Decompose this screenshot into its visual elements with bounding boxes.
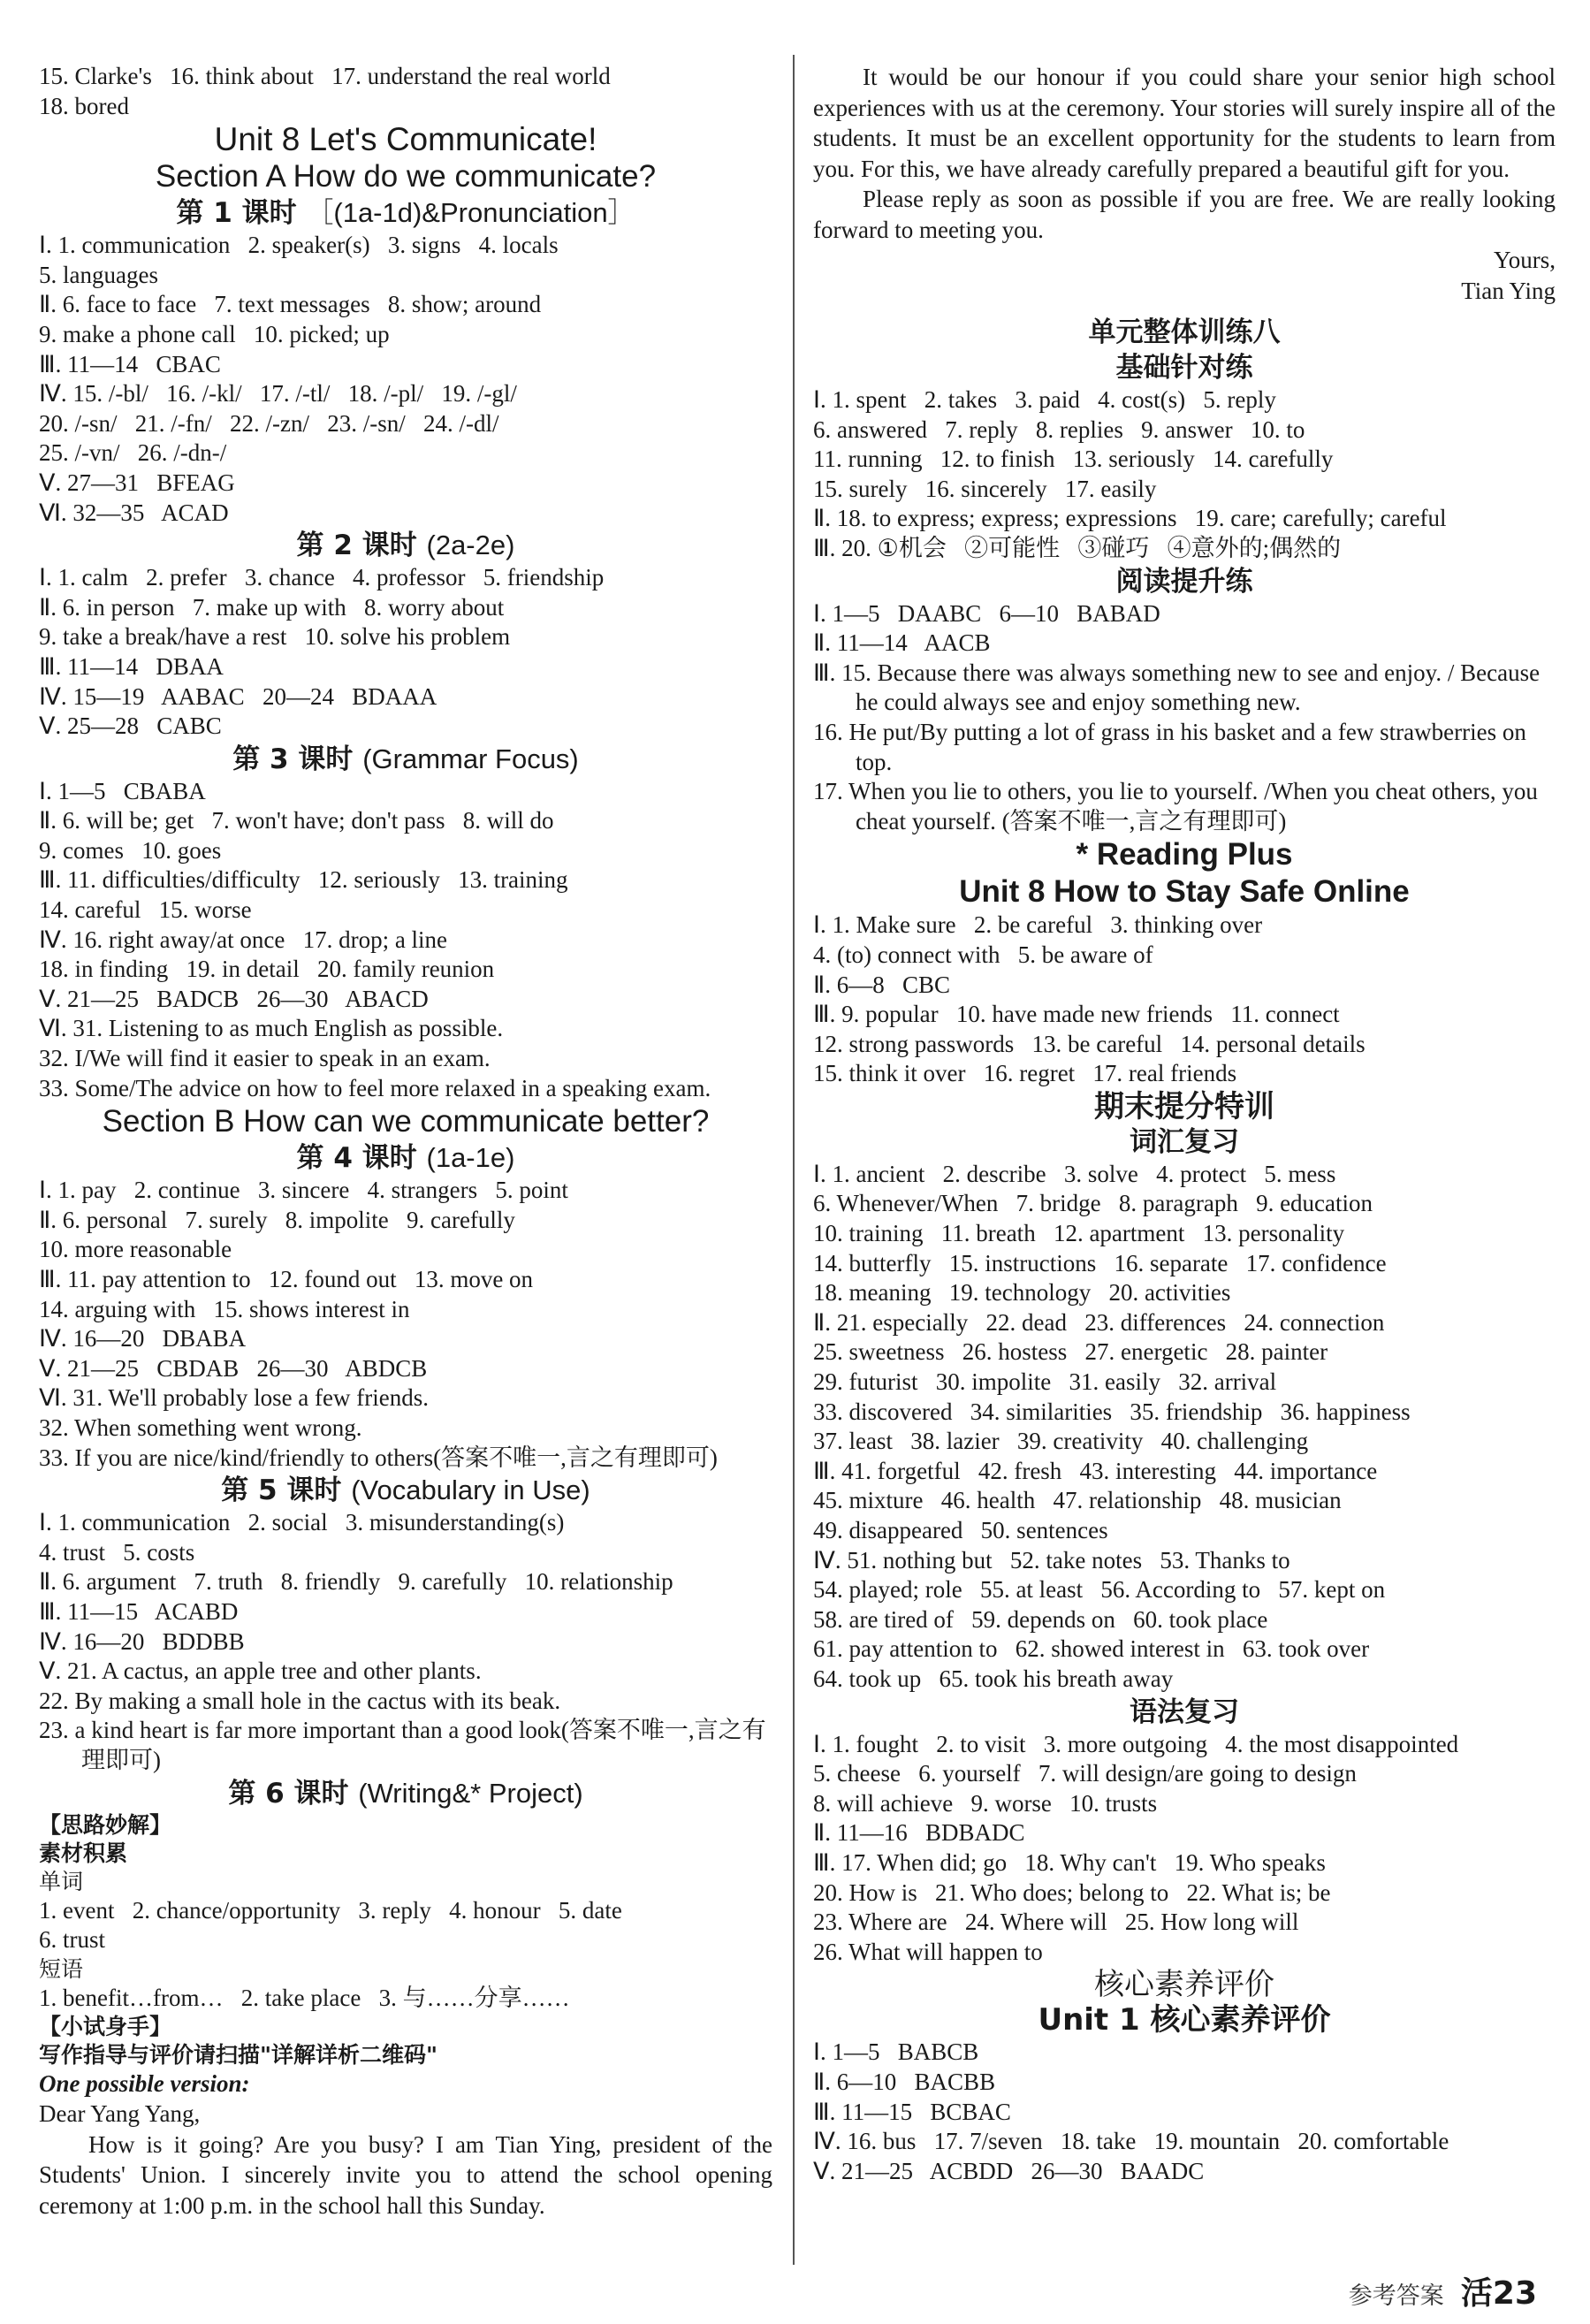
answer-line: 4. trust 5. costs (39, 1538, 195, 1566)
answer-line: 58. are tired of 59. depends on 60. took place (813, 1605, 1268, 1633)
answer-line: 8. will achieve 9. worse 10. trusts (813, 1789, 1158, 1817)
lesson-4-answers (39, 1176, 772, 1473)
lesson-cn: 第 1 课时 (176, 197, 297, 230)
answer-line: 64. took up 65. took his breath away (813, 1665, 1174, 1692)
answer-line: Ⅰ. 1. spent 2. takes 3. paid 4. cost(s) 5. reply (813, 386, 1276, 413)
answer-line: 14. butterfly 15. instructions 16. separate 17. confidence (813, 1249, 1387, 1276)
answer-line: Ⅲ. 20. ①机会 ②可能性 ③碰巧 ④意外的;偶然的 (813, 534, 1342, 561)
answer-line: 5. languages (39, 261, 158, 288)
answer-line: 23. Where are 24. Where will 25. How long will (813, 1909, 1299, 1936)
vocab-review-title: 词汇复习 (1130, 1125, 1239, 1158)
label-xiaoshi: 【小试身手】 (39, 2014, 172, 2040)
lesson-6-heading (39, 1776, 772, 1811)
answer-line: 10. more reasonable (39, 1236, 232, 1263)
reading-plus-title: * Reading Plus (1076, 837, 1293, 872)
answer-line: Ⅴ. 27—31 BFEAG (39, 469, 235, 496)
answer-line: Ⅲ. 11—15 BCBAC (813, 2098, 1011, 2125)
footer-label: 参考答案 (1348, 2282, 1444, 2310)
writing-guide-note: 写作指导与评价请扫描"详解详析二维码" (39, 2042, 438, 2069)
answer-line: Ⅴ. 21—25 CBDAB 26—30 ABDCB (39, 1354, 428, 1382)
answer-line: Ⅴ. 21. A cactus, an apple tree and other plants. (39, 1657, 482, 1685)
answer-line: Ⅲ. 11. difficulties/difficulty 12. seriously 13. training (39, 866, 568, 894)
answer-line: Ⅳ. 16—20 DBABA (39, 1325, 247, 1352)
answer-line: 49. disappeared 50. sentences (813, 1517, 1108, 1543)
top-answers (39, 62, 772, 121)
unit8-title: Unit 8 Let's Communicate! (214, 121, 597, 158)
label-sucai: 素材积累 (39, 1840, 128, 1866)
reading-answers (813, 599, 1556, 837)
label-siluo: 【思路妙解】 (39, 1811, 172, 1838)
lesson-5-answers (39, 1508, 772, 1775)
answer-line: 32. When something went wrong. (39, 1413, 362, 1441)
answer-line: Ⅱ. 11—14 AACB (813, 629, 991, 657)
online-answers (813, 911, 1556, 1089)
unit1-eval-title: Unit 1 核心素养评价 (1038, 2002, 1331, 2038)
page-number: 活23 (1460, 2275, 1537, 2312)
lesson-en: (Vocabulary in Use) (351, 1474, 590, 1506)
letter-paragraph: How is it going? Are you busy? I am Tian Ying, president of the Students' Union. I sincerely invite you to attend the school opening ceremony at 1:00 p.m. in the school hall this Sunday. (39, 2130, 772, 2219)
answer-line: Ⅲ. 11. pay attention to 12. found out 13. move on (39, 1266, 534, 1292)
answer-line: 26. What will happen to (813, 1938, 1043, 1965)
answer-line: 10. training 11. breath 12. apartment 13. personality (813, 1220, 1345, 1247)
answer-line: Ⅱ. 11—16 BDBADC (813, 1819, 1025, 1847)
answer-line: 14. arguing with 15. shows interest in (39, 1295, 410, 1322)
final-training-title: 期末提分特训 (1094, 1088, 1274, 1124)
answer-line: 11. running 12. to finish 13. seriously 14. carefully (813, 446, 1334, 473)
lesson-3-heading (39, 742, 772, 777)
letter-paragraph: It would be our honour if you could share your senior high school experiences with us at the ceremony. Your stories will surely inspire all of the students. It must be an excellent opportunity for the students to learn from you. For this, we have already carefully prepared a beautiful gift for you. (813, 64, 1556, 182)
left-column (39, 62, 772, 2221)
answer-line: 1. event 2. chance/opportunity 3. reply 4. honour 5. date (39, 1896, 622, 1924)
lesson-en: (Writing&* Project) (358, 1777, 583, 1809)
answer-line: Ⅳ. 16. right away/at once 17. drop; a line (39, 926, 448, 953)
answer-line: 16. He put/By putting a lot of grass in his basket and a few strawberries on top. (813, 718, 1526, 775)
answer-line: 18. in finding 19. in detail 20. family reunion (39, 956, 495, 983)
answer-line: Ⅰ. 1—5 DAABC 6—10 BABAD (813, 599, 1160, 627)
core-eval-title: 核心素养评价 (1094, 1967, 1274, 2003)
answer-line: Ⅲ. 11—15 ACABD (39, 1597, 239, 1625)
answer-line: Ⅳ. 15—19 AABAC 20—24 BDAAA (39, 682, 437, 710)
answer-line: Ⅲ. 17. When did; go 18. Why can't 19. Who speaks (813, 1848, 1326, 1876)
answer-line: Ⅱ. 6. argument 7. truth 8. friendly 9. carefully 10. relationship (39, 1568, 673, 1596)
answer-line: Ⅳ. 16. bus 17. 7/seven 18. take 19. mountain 20. comfortable (813, 2128, 1449, 2155)
page-footer (1349, 2268, 1537, 2313)
one-possible-version: One possible version: (39, 2070, 250, 2098)
answer-line: Ⅵ. 32—35 ACAD (39, 499, 229, 526)
answer-line: 20. /-sn/ 21. /-fn/ 22. /-zn/ 23. /-sn/ 24. /-dl/ (39, 409, 499, 437)
answer-line: Ⅱ. 6—8 CBC (813, 971, 951, 998)
answer-line: 23. a kind heart is far more important than a good look(答案不唯一,言之有理即可) (39, 1717, 766, 1773)
unit-training-title: 单元整体训练八 (1088, 316, 1281, 348)
answer-line: 6. trust (39, 1926, 106, 1954)
answer-line: Ⅰ. 1. calm 2. prefer 3. chance 4. professor 5. friendship (39, 564, 605, 591)
answer-line: 18. meaning 19. technology 20. activities (813, 1279, 1231, 1307)
answer-line: 4. (to) connect with 5. be aware of (813, 941, 1153, 968)
answer-line: Ⅱ. 6. personal 7. surely 8. impolite 9. carefully (39, 1206, 515, 1233)
answer-line: Ⅱ. 6. will be; get 7. won't have; don't pass 8. will do (39, 807, 554, 834)
section-a-title: Section A How do we communicate? (155, 159, 657, 194)
answer-line: Ⅲ. 9. popular 10. have made new friends 11. connect (813, 1001, 1340, 1028)
letter-paragraph: Please reply as soon as possible if you are free. We are really looking forward to meeting you. (813, 186, 1556, 243)
answer-line: Ⅱ. 6. face to face 7. text messages 8. show; around (39, 291, 542, 318)
answer-line: Ⅴ. 21—25 BADCB 26—30 ABACD (39, 985, 429, 1012)
answer-line: Ⅴ. 21—25 ACBDD 26—30 BAADC (813, 2157, 1205, 2184)
answer-line: 32. I/We will find it easier to speak in an exam. (39, 1045, 491, 1072)
answer-line: 14. careful 15. worse (39, 896, 252, 924)
answer-line: Ⅰ. 1. communication 2. speaker(s) 3. signs 4. locals (39, 232, 559, 259)
eval-answers (813, 2038, 1556, 2186)
answer-line: 29. futurist 30. impolite 31. easily 32. arrival (813, 1368, 1277, 1396)
lesson-en: (1a-1e) (426, 1142, 515, 1174)
answer-line: Ⅳ. 51. nothing but 52. take notes 53. Thanks to (813, 1546, 1290, 1573)
answer-line: Ⅲ. 11—14 DBAA (39, 652, 224, 680)
answer-line: Ⅰ. 1. fought 2. to visit 3. more outgoing 4. the most disappointed (813, 1730, 1459, 1757)
answer-line: Ⅵ. 31. We'll probably lose a few friends. (39, 1384, 429, 1412)
answer-line: Ⅰ. 1. communication 2. social 3. misunderstanding(s) (39, 1509, 565, 1536)
lesson-cn: 第 6 课时 (228, 1777, 349, 1810)
grammar-review-title: 语法复习 (1130, 1695, 1239, 1728)
answer-line: Ⅲ. 15. Because there was always something new to see and enjoy. / Because he could always see and enjoy something new. (813, 659, 1541, 716)
answer-line: 9. comes 10. goes (39, 836, 222, 864)
lesson-1-answers (39, 231, 772, 528)
lesson-cn: 第 2 课时 (296, 530, 417, 562)
answer-line: 20. How is 21. Who does; belong to 22. What is; be (813, 1878, 1331, 1906)
answer-line: Ⅱ. 21. especially 22. dead 23. differences 24. connection (813, 1308, 1385, 1336)
lesson-cn: 第 3 课时 (232, 743, 354, 775)
answer-line: Ⅰ. 1—5 BABCB (813, 2038, 979, 2066)
answer-line: Ⅵ. 31. Listening to as much English as possible. (39, 1015, 504, 1042)
lesson-en: (2a-2e) (426, 530, 515, 561)
answer-line: Ⅱ. 6—10 BACBB (813, 2068, 996, 2095)
answer-line: 5. cheese 6. yourself 7. will design/are going to design (813, 1760, 1357, 1787)
letter-greeting: Dear Yang Yang, (39, 2100, 201, 2128)
answer-line: 15. think it over 16. regret 17. real friends (813, 1060, 1237, 1087)
lesson-3-answers (39, 777, 772, 1104)
right-column (813, 62, 1556, 2186)
label-duanyu: 短语 (39, 1955, 84, 1982)
answer-line: Ⅰ. 1. ancient 2. describe 3. solve 4. protect 5. mess (813, 1160, 1336, 1187)
answer-line: 22. By making a small hole in the cactus with its beak. (39, 1687, 561, 1714)
answer-line: Ⅰ. 1. Make sure 2. be careful 3. thinking over (813, 911, 1263, 939)
column-divider (793, 55, 795, 2265)
lesson-5-heading (39, 1473, 772, 1508)
answer-line: Ⅰ. 1—5 CBABA (39, 777, 206, 804)
answer-line: 6. Whenever/When 7. bridge 8. paragraph 9. education (813, 1190, 1373, 1217)
label-danci: 单词 (39, 1868, 84, 1894)
unit8-online-title: Unit 8 How to Stay Safe Online (959, 874, 1410, 910)
answer-line: 37. least 38. lazier 39. creativity 40. challenging (813, 1428, 1309, 1455)
vocab-answers (813, 1160, 1556, 1695)
lesson-cn: 第 4 课时 (296, 1142, 417, 1175)
reading-practice-title: 阅读提升练 (1115, 565, 1253, 598)
lesson-4-heading (39, 1140, 772, 1176)
answer-line: Ⅱ. 18. to express; express; expressions 19. care; carefully; careful (813, 505, 1447, 532)
answer-line: 15. surely 16. sincerely 17. easily (813, 475, 1157, 502)
answer-line: 54. played; role 55. at least 56. According to 57. kept on (813, 1576, 1386, 1604)
answer-line: Ⅲ. 41. forgetful 42. fresh 43. interesting 44. importance (813, 1457, 1378, 1484)
lesson-2-answers (39, 563, 772, 742)
answer-line: Ⅴ. 25—28 CABC (39, 712, 222, 740)
answer-line: 33. If you are nice/kind/friendly to others(答案不唯一,言之有理即可) (39, 1444, 718, 1471)
letter-closing: Yours, (1493, 247, 1556, 273)
answer-line: 1. benefit…from… 2. take place 3. 与……分享…… (39, 1984, 570, 2011)
answer-line: 61. pay attention to 62. showed interest in 63. took over (813, 1635, 1370, 1663)
answer-line: Ⅳ. 16—20 BDDBB (39, 1627, 245, 1655)
letter-signature: Tian Ying (1461, 277, 1556, 304)
answer-line: 6. answered 7. reply 8. replies 9. answer 10. to (813, 415, 1305, 443)
answer-line: 25. /-vn/ 26. /-dn-/ (39, 439, 227, 467)
answer-line: Ⅱ. 6. in person 7. make up with 8. worry about (39, 593, 505, 621)
answer-line: 45. mixture 46. health 47. relationship 48. musician (813, 1487, 1342, 1514)
answer-line: 33. Some/The advice on how to feel more relaxed in a speaking exam. (39, 1074, 711, 1101)
lesson-en: (Grammar Focus) (362, 743, 579, 774)
answer-line: Ⅲ. 11—14 CBAC (39, 350, 221, 377)
lesson-6-content (39, 1811, 772, 2221)
lesson-en: ［(1a-1d)&Pronunciation］ (306, 197, 635, 229)
lesson-2-heading (39, 528, 772, 563)
answer-line: 15. Clarke's 16. think about 17. understand the real world (39, 63, 611, 89)
answer-line: 17. When you lie to others, you lie to yourself. /When you cheat others, you cheat yourself. (答案不唯一,言之有理即可) (813, 778, 1538, 834)
answer-line: 25. sweetness 26. hostess 27. energetic 28. painter (813, 1338, 1328, 1366)
answer-line: Ⅳ. 15. /-bl/ 16. /-kl/ 17. /-tl/ 18. /-pl/ 19. /-gl/ (39, 380, 517, 408)
basic-practice-title: 基础针对练 (1115, 352, 1253, 384)
answer-line: Ⅰ. 1. pay 2. continue 3. sincere 4. strangers 5. point (39, 1177, 568, 1204)
answer-line: 12. strong passwords 13. be careful 14. personal details (813, 1030, 1366, 1057)
answer-line: 33. discovered 34. similarities 35. friendship 36. happiness (813, 1398, 1411, 1425)
answer-line: 18. bored (39, 92, 129, 119)
answer-line: 9. make a phone call 10. picked; up (39, 320, 390, 347)
grammar-answers (813, 1730, 1556, 1968)
answer-line: 9. take a break/have a rest 10. solve his problem (39, 623, 511, 651)
lesson-cn: 第 5 课时 (221, 1474, 342, 1507)
section-b-title: Section B How can we communicate better? (102, 1104, 710, 1139)
lesson-1-heading (39, 195, 772, 231)
basic-answers (813, 385, 1556, 564)
